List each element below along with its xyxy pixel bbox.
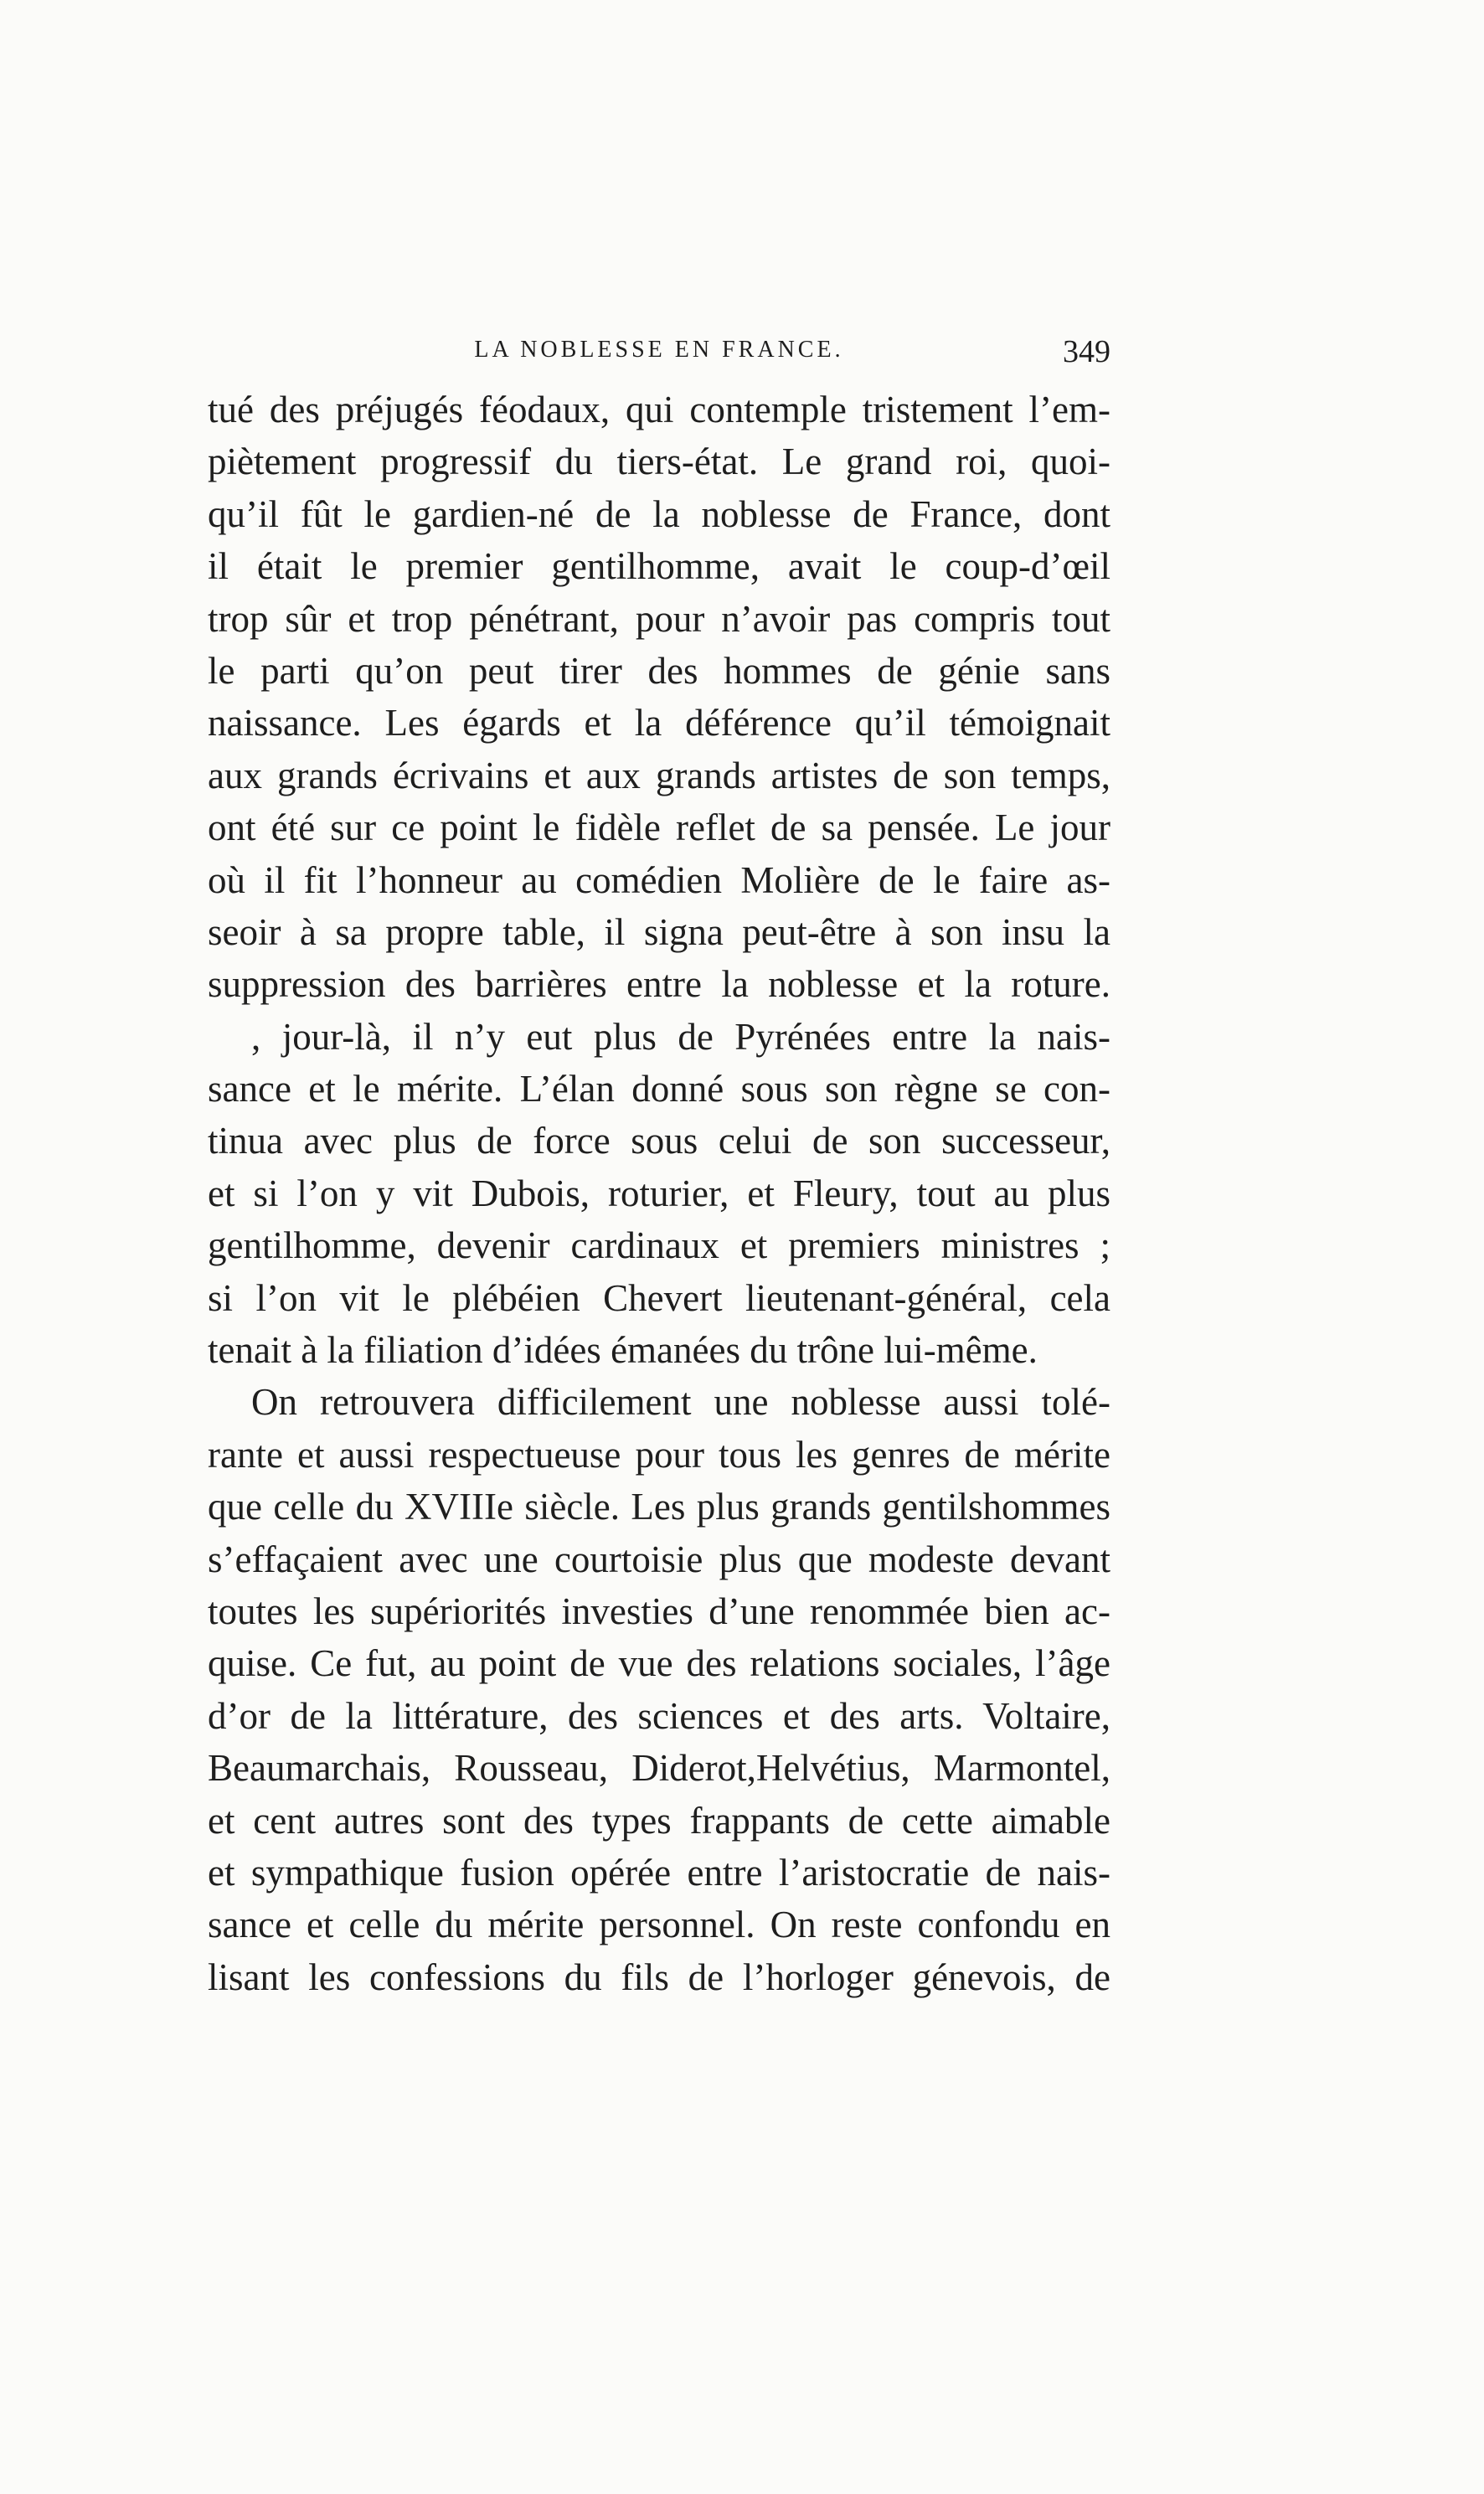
text-line: aux grands écrivains et aux grands artistes de son temps,: [208, 754, 1110, 796]
text-line: sance et le mérite. L’élan donné sous son règne se con-: [208, 1068, 1110, 1110]
text-line: et cent autres sont des types frappants de cette aimable: [208, 1799, 1110, 1842]
running-title: LA NOBLESSE EN FRANCE.: [474, 337, 844, 363]
text-line: quise. Ce fut, au point de vue des relations sociales, l’âge: [208, 1642, 1110, 1685]
text-line: tué des préjugés féodaux, qui contemple tristement l’em-: [208, 389, 1110, 430]
text-line: tinua avec plus de force sous celui de son successeur,: [208, 1120, 1110, 1162]
text-line: que celle du XVIIIe siècle. Les plus grands gentilshommes: [208, 1486, 1110, 1528]
running-head: [208, 333, 1110, 377]
paragraph-first-line: On retrouvera difficilement une noblesse aussi tolé-: [251, 1381, 1110, 1424]
text-line: rante et aussi respectueuse pour tous les genres de mérite: [208, 1433, 1110, 1476]
text-line: suppression des barrières entre la noblesse et la roture.: [208, 963, 1110, 1006]
text-line: sance et celle du mérite personnel. On reste confondu en: [208, 1904, 1110, 1946]
text-line: trop sûr et trop pénétrant, pour n’avoir pas compris tout: [208, 597, 1110, 640]
text-line: qu’il fût le gardien-né de la noblesse de France, dont: [208, 492, 1110, 535]
text-line: piètement progressif du tiers-état. Le grand roi, quoi-: [208, 441, 1110, 483]
text-line: où il fit l’honneur au comédien Molière de le faire as-: [208, 858, 1110, 901]
text-line: et sympathique fusion opérée entre l’aristocratie de nais-: [208, 1851, 1110, 1894]
text-line: Beaumarchais, Rousseau, Diderot,Helvétius, Marmontel,: [208, 1747, 1110, 1790]
text-line: lisant les confessions du fils de l’horloger génevois, de: [208, 1956, 1110, 1998]
text-line: et si l’on y vit Dubois, roturier, et Fleury, tout au plus: [208, 1172, 1110, 1214]
body-text: [208, 384, 1110, 2003]
text-line: seoir à sa propre table, il signa peut-être à son insu la: [208, 910, 1110, 953]
text-line: le parti qu’on peut tirer des hommes de génie sans: [208, 649, 1110, 692]
page-number: 349: [1063, 334, 1110, 369]
text-line: si l’on vit le plébéien Chevert lieutenant-général, cela: [208, 1276, 1110, 1319]
text-line: ont été sur ce point le fidèle reflet de sa pensée. Le jour: [208, 806, 1110, 849]
text-line: , jour-là, il n’y eut plus de Pyrénées entre la nais-: [251, 1015, 1110, 1058]
text-line: gentilhomme, devenir cardinaux et premiers ministres ;: [208, 1224, 1110, 1267]
text-line: s’effaçaient avec une courtoisie plus que modeste devant: [208, 1538, 1110, 1580]
text-line: tenait à la filiation d’idées émanées du trône lui-même.: [208, 1329, 1038, 1372]
text-line: il était le premier gentilhomme, avait le coup-d’œil: [208, 545, 1110, 588]
text-line: naissance. Les égards et la déférence qu’il témoignait: [208, 702, 1110, 745]
text-line: d’or de la littérature, des sciences et des arts. Voltaire,: [208, 1694, 1110, 1737]
text-line: toutes les supériorités investies d’une renommée bien ac-: [208, 1590, 1110, 1632]
